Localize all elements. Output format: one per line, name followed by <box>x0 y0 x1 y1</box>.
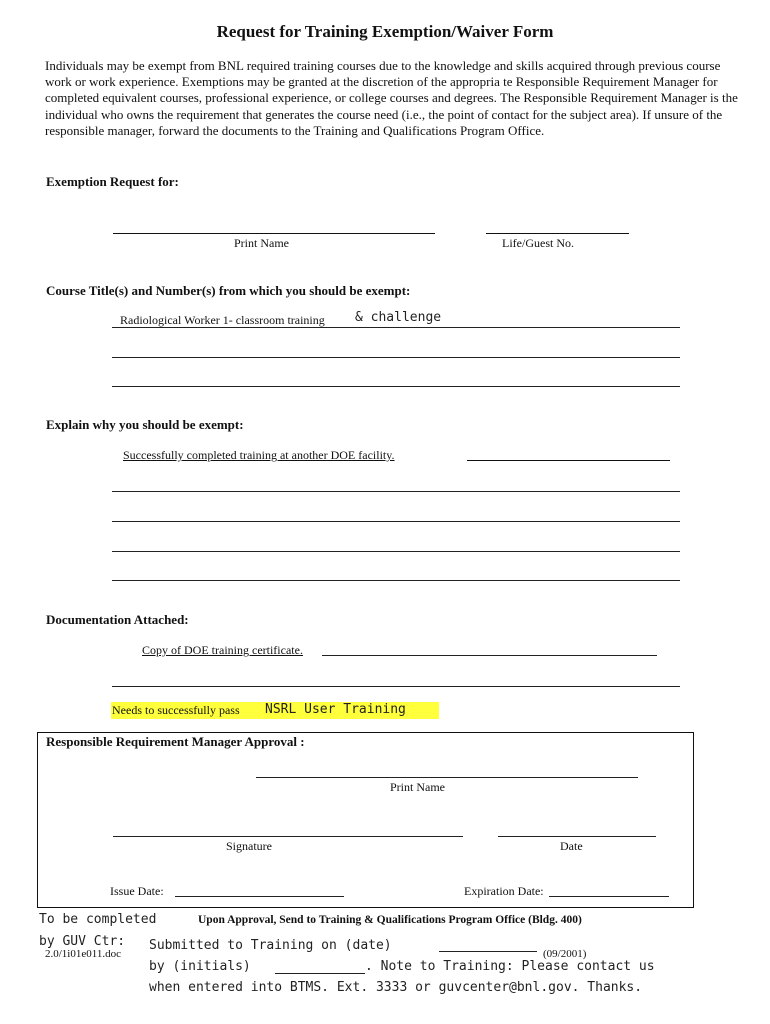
explain-line-1-rest[interactable] <box>467 460 670 461</box>
explain-line-2[interactable] <box>112 491 680 492</box>
documentation-line-1-text: Copy of DOE training certificate. <box>142 643 303 657</box>
issue-date-label: Issue Date: <box>110 884 164 898</box>
course-line-1-text: Radiological Worker 1- classroom training <box>120 313 325 327</box>
documentation-heading: Documentation Attached: <box>46 612 189 627</box>
documentation-line-2[interactable] <box>112 686 680 687</box>
approval-date-label: Date <box>560 839 583 853</box>
approval-box <box>37 732 694 908</box>
by-guv-ctr-note: by GUV Ctr: <box>39 934 126 949</box>
course-line-2[interactable] <box>112 357 680 358</box>
explain-heading: Explain why you should be exempt: <box>46 417 244 432</box>
exemption-heading: Exemption Request for: <box>46 174 179 189</box>
submitted-note: Submitted to Training on (date) <box>149 938 392 953</box>
explain-line-3[interactable] <box>112 521 680 522</box>
entered-btms-note: when entered into BTMS. Ext. 3333 or guvcenter@bnl.gov. Thanks. <box>149 980 643 995</box>
life-guest-field[interactable] <box>486 233 629 234</box>
approval-date-field[interactable] <box>498 836 656 837</box>
expiration-date-label: Expiration Date: <box>464 884 544 898</box>
issue-date-field[interactable] <box>175 896 344 897</box>
highlighted-note-text: Needs to successfully pass <box>112 703 240 717</box>
initials-field[interactable] <box>275 973 365 974</box>
intro-paragraph: Individuals may be exempt from BNL required training courses due to the knowledge and skills acquired through previous course work or work experience. Exemptions may be granted at the discretion of the appropria te Responsible Requirement Manager for completed equivalent courses, professional experience, or college courses and degrees. The Responsible Requirement Manager is the individual who owns the requirement that generates the course need (i.e., the point of contact for the subject area). If unsure of the responsible manager, forward the documents to the Training and Qualifications Program Office. <box>45 58 738 138</box>
highlighted-note <box>111 702 439 719</box>
expiration-date-field[interactable] <box>549 896 669 897</box>
print-name-label: Print Name <box>234 236 289 250</box>
course-heading: Course Title(s) and Number(s) from which you should be exempt: <box>46 283 411 298</box>
signature-label: Signature <box>226 839 272 853</box>
doc-id: 2.0/1i01e011.doc <box>45 948 121 960</box>
to-be-completed-note: To be completed <box>39 912 157 927</box>
documentation-line-1-rest[interactable] <box>322 655 657 656</box>
explain-line-1-text: Successfully completed training at another DOE facility. <box>123 448 395 462</box>
upon-approval-note: Upon Approval, Send to Training & Qualifications Program Office (Bldg. 400) <box>198 914 582 926</box>
approval-print-name-label: Print Name <box>390 780 445 794</box>
course-line-1-handwritten: & challenge <box>355 310 442 325</box>
highlighted-note-mono: NSRL User Training <box>265 702 406 717</box>
form-title: Request for Training Exemption/Waiver Form <box>216 22 554 41</box>
life-guest-label: Life/Guest No. <box>502 236 574 250</box>
explain-line-4[interactable] <box>112 551 680 552</box>
explain-line-5[interactable] <box>112 580 680 581</box>
note-to-training: . Note to Training: Please contact us <box>365 959 655 974</box>
approval-print-name-field[interactable] <box>256 777 638 778</box>
submitted-date-field[interactable] <box>439 951 537 952</box>
approval-heading: Responsible Requirement Manager Approval : <box>46 734 305 749</box>
by-initials-note: by (initials) <box>149 959 251 974</box>
print-name-field[interactable] <box>113 233 435 234</box>
signature-field[interactable] <box>113 836 463 837</box>
revision-date: (09/2001) <box>543 948 587 960</box>
course-line-3[interactable] <box>112 386 680 387</box>
